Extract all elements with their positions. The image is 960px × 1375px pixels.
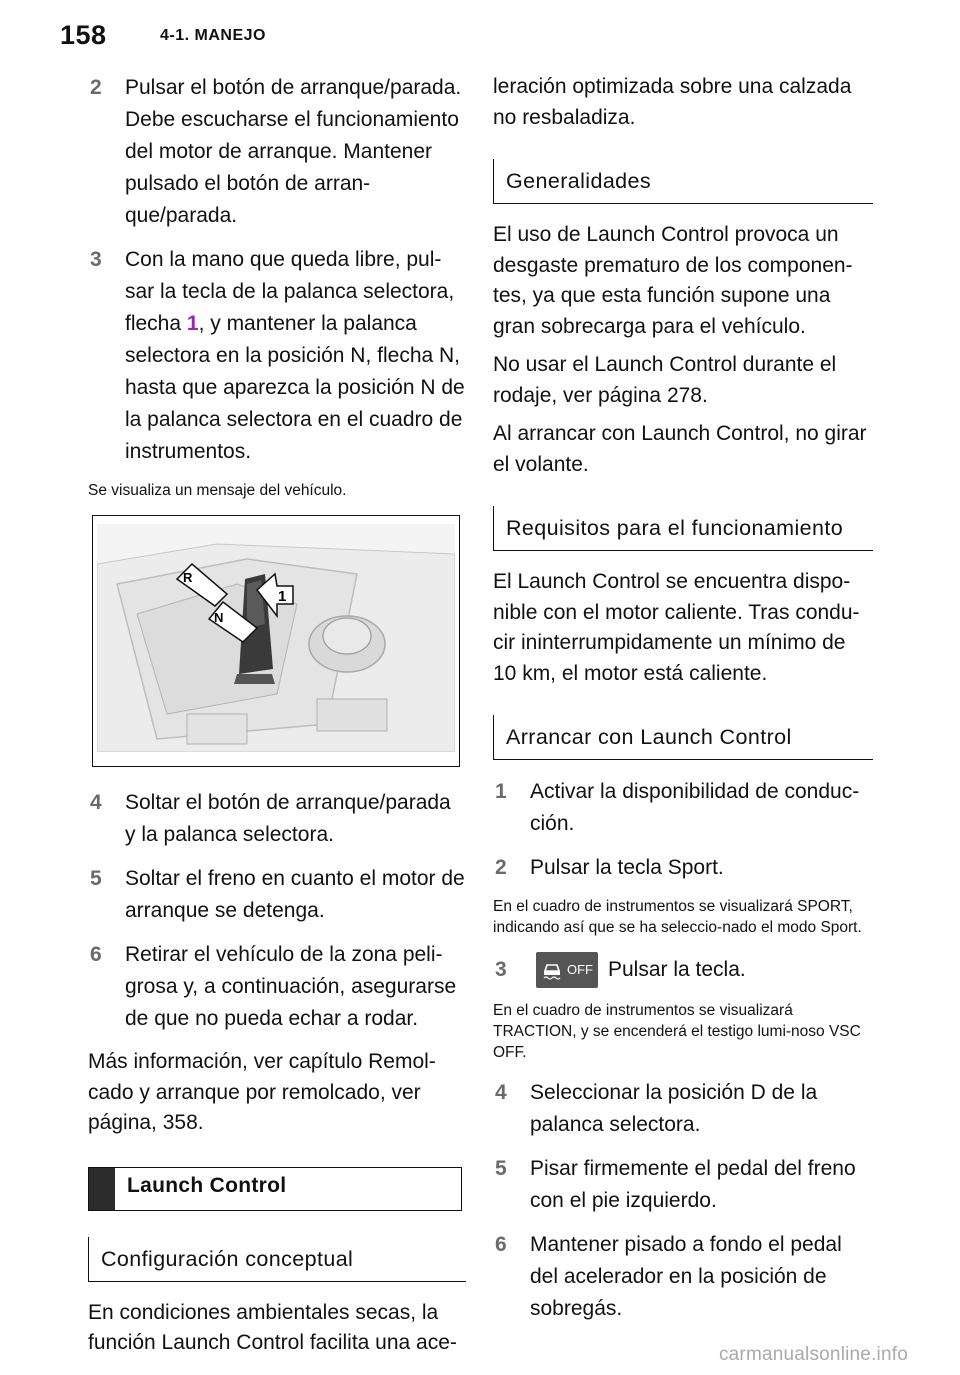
step-number: 4 bbox=[495, 1081, 507, 1104]
right-column bbox=[493, 72, 873, 1337]
callout-1: 1 bbox=[278, 588, 287, 605]
heading-text: Requisitos para el funcionamiento bbox=[506, 516, 844, 540]
step-item bbox=[88, 787, 466, 851]
arrow-reference: 1 bbox=[186, 312, 199, 335]
concept-paragraph: En condiciones ambientales secas, la función Launch Control facilita una ace- bbox=[88, 1300, 457, 1354]
requirements-heading bbox=[493, 506, 873, 551]
step-item bbox=[493, 1229, 873, 1325]
step-number: 5 bbox=[90, 867, 102, 890]
heading-marker bbox=[89, 1168, 115, 1210]
general-paragraph: No usar el Launch Control durante el rodaje, ver página 278. bbox=[493, 353, 837, 407]
step-text: Mantener pisado a fondo el pedal del acelerador en la posición de sobregás. bbox=[530, 1233, 842, 1320]
step-text: Pulsar el botón de arranque/parada. Debe escucharse el funcionamiento del motor de arranque. Mantener pulsado el botón de arran-que/parada. bbox=[125, 76, 462, 227]
step-item bbox=[88, 244, 466, 468]
skid-car-icon bbox=[541, 959, 563, 981]
step-item bbox=[493, 852, 873, 884]
step-text-part: , y mantener la palanca selectora en la posición N, flecha N, hasta que aparezca la posición N de la palanca selectora en el cuadro de instrumentos. bbox=[125, 312, 465, 463]
general-paragraph: El uso de Launch Control provoca un desgaste prematuro de los componen-tes, ya que esta función supone una gran sobrecarga para el vehículo. bbox=[493, 223, 853, 338]
requirements-paragraph: El Launch Control se encuentra dispo-nible con el motor caliente. Tras condu-cir ininterrumpidamente un mínimo de 10 km, el motor está caliente. bbox=[493, 570, 860, 685]
page-number: 158 bbox=[60, 20, 107, 50]
start-launch-heading bbox=[493, 715, 873, 760]
step-item bbox=[493, 776, 873, 840]
step-text bbox=[530, 952, 746, 988]
site-watermark: carmanualsonline.info bbox=[718, 1344, 908, 1365]
step-item bbox=[493, 1153, 873, 1217]
step-text: Activar la disponibilidad de conduc-ción. bbox=[530, 780, 860, 835]
section-title: 4-1. MANEJO bbox=[160, 27, 266, 44]
traction-note: En el cuadro de instrumentos se visualizará TRACTION, y se encenderá el testigo lumi-noso VSC OFF. bbox=[493, 1002, 861, 1061]
heading-text: Generalidades bbox=[506, 169, 652, 193]
step-number: 6 bbox=[495, 1233, 507, 1256]
concept-heading bbox=[88, 1237, 466, 1282]
step-text: Soltar el freno en cuanto el motor de arranque se detenga. bbox=[125, 867, 465, 922]
more-info-paragraph: Más información, ver capítulo Remol-cado y arranque por remolcado, ver página, 358. bbox=[88, 1050, 436, 1134]
step-number: 2 bbox=[90, 76, 102, 99]
traction-off-icon bbox=[536, 952, 598, 988]
step-item bbox=[88, 863, 466, 927]
step-text-part: Con la mano que queda libre, pul-sar la tecla de la palanca selectora, flecha bbox=[125, 248, 455, 335]
step-text bbox=[125, 244, 466, 468]
label-n: N bbox=[214, 610, 224, 625]
concept-paragraph-cont: leración optimizada sobre una calzada no resbaladiza. bbox=[493, 75, 852, 129]
label-r: R bbox=[183, 570, 193, 585]
step-number: 3 bbox=[495, 958, 507, 981]
step-text: Retirar el vehículo de la zona peli-grosa y, a continuación, asegurarse de que no pueda echar a rodar. bbox=[125, 943, 457, 1030]
step-item bbox=[88, 72, 466, 232]
step-item bbox=[493, 952, 873, 988]
step-item bbox=[88, 939, 466, 1035]
heading-text: Launch Control bbox=[127, 1173, 287, 1197]
step-text: Pisar firmemente el pedal del freno con el pie izquierdo. bbox=[530, 1157, 856, 1212]
gear-selector-illustration bbox=[97, 524, 455, 752]
step-text: Seleccionar la posición D de la palanca selectora. bbox=[530, 1081, 818, 1136]
launch-control-heading bbox=[88, 1167, 462, 1211]
gear-selector-figure bbox=[92, 515, 460, 767]
heading-text: Arrancar con Launch Control bbox=[506, 725, 792, 749]
step-text: Soltar el botón de arranque/parada y la palanca selectora. bbox=[125, 791, 451, 846]
step-3-text: Pulsar la tecla. bbox=[608, 958, 746, 981]
step-number: 4 bbox=[90, 791, 102, 814]
step-number: 1 bbox=[495, 780, 507, 803]
left-column bbox=[88, 72, 466, 1367]
sport-note: En el cuadro de instrumentos se visualizará SPORT, indicando así que se ha seleccio-nado el modo Sport. bbox=[493, 898, 862, 936]
vehicle-message-note: Se visualiza un mensaje del vehículo. bbox=[88, 482, 347, 499]
step-item bbox=[493, 1077, 873, 1141]
heading-text: Configuración conceptual bbox=[101, 1246, 354, 1271]
general-paragraph: Al arrancar con Launch Control, no girar el volante. bbox=[493, 422, 867, 476]
step-text: Pulsar la tecla Sport. bbox=[530, 856, 724, 879]
step-number: 3 bbox=[90, 248, 102, 271]
step-number: 2 bbox=[495, 856, 507, 879]
general-heading bbox=[493, 159, 873, 204]
step-number: 6 bbox=[90, 943, 102, 966]
step-number: 5 bbox=[495, 1157, 507, 1180]
icon-label: OFF bbox=[567, 962, 593, 977]
